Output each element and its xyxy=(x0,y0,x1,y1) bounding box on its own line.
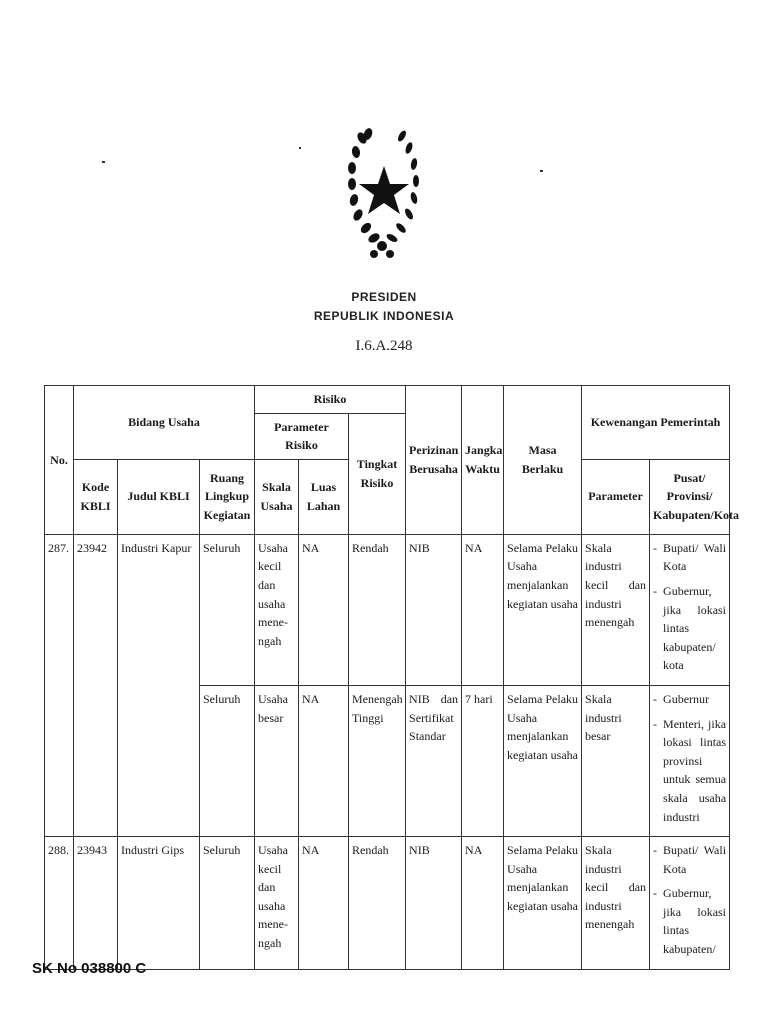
presidential-emblem xyxy=(344,126,424,268)
cell-pusat xyxy=(650,837,730,970)
cell-judul-kbli: Industri Kapur xyxy=(118,534,200,836)
header-kode-kbli: Kode KBLI xyxy=(74,459,118,534)
cell-ruang-lingkup: Seluruh xyxy=(200,837,255,970)
header-tingkat-risiko: Tingkat Risiko xyxy=(349,413,406,534)
table-row xyxy=(45,837,730,970)
cell-tingkat-risiko: Menengah Tinggi xyxy=(349,685,406,836)
cell-masa-berlaku: Selama Pelaku Usaha menjalankan kegiatan usaha xyxy=(504,685,582,836)
document-code: I.6.A.248 xyxy=(355,338,413,354)
header-masa-berlaku: Masa Berlaku xyxy=(504,386,582,535)
header-parameter: Parameter xyxy=(582,459,650,534)
cell-tingkat-risiko: Rendah xyxy=(349,837,406,970)
cell-perizinan: NIB xyxy=(406,837,462,970)
table-row xyxy=(45,534,730,685)
kbli-risk-table xyxy=(44,385,740,970)
cell-luas-lahan: NA xyxy=(299,534,349,685)
cell-luas-lahan: NA xyxy=(299,685,349,836)
header-parameter-risiko: Parameter Risiko xyxy=(255,413,349,459)
header-skala-usaha: Skala Usaha xyxy=(255,459,299,534)
cell-perizinan: NIB xyxy=(406,534,462,685)
header-bidang-usaha: Bidang Usaha xyxy=(74,386,255,460)
cell-no: 287. xyxy=(45,534,74,836)
scan-speck xyxy=(540,170,543,172)
cell-tingkat-risiko: Rendah xyxy=(349,534,406,685)
authority-item: - Menteri, jika lokasi lintas provinsi untuk semua skala usaha industri xyxy=(653,715,726,827)
cell-parameter: Skala industri kecil dan industri menengah xyxy=(582,534,650,685)
header-jangka-waktu: Jangka Waktu xyxy=(462,386,504,535)
cell-parameter: Skala industri kecil dan industri menengah xyxy=(582,837,650,970)
cell-kode-kbli: 23942 xyxy=(74,534,118,836)
header-kewenangan: Kewenangan Pemerintah xyxy=(582,386,730,460)
cell-kode-kbli: 23943 xyxy=(74,837,118,970)
scan-speck xyxy=(102,161,105,163)
cell-judul-kbli: Industri Gips xyxy=(118,837,200,970)
cell-ruang-lingkup: Seluruh xyxy=(200,534,255,685)
cell-skala-usaha: Usaha kecil dan usaha mene-ngah xyxy=(255,534,299,685)
cell-luas-lahan: NA xyxy=(299,837,349,970)
header-no: No. xyxy=(45,386,74,535)
cell-masa-berlaku: Selama Pelaku Usaha menjalankan kegiatan usaha xyxy=(504,534,582,685)
authority-item: - Bupati/ Wali Kota xyxy=(653,539,726,576)
header-pusat: Pusat/ Provinsi/ Kabupaten/Kota xyxy=(650,459,730,534)
scan-speck xyxy=(299,147,301,149)
cell-ruang-lingkup: Seluruh xyxy=(200,685,255,836)
authority-item: - Gubernur, jika lokasi lintas kabupaten/ kota xyxy=(653,582,726,675)
cell-skala-usaha: Usaha besar xyxy=(255,685,299,836)
sk-number: SK No 038800 C xyxy=(32,960,147,977)
cell-jangka-waktu: NA xyxy=(462,534,504,685)
cell-perizinan: NIB dan Sertifikat Standar xyxy=(406,685,462,836)
header-luas-lahan: Luas Lahan xyxy=(299,459,349,534)
header-presiden: PRESIDEN xyxy=(351,290,417,304)
header-judul-kbli: Judul KBLI xyxy=(118,459,200,534)
cell-pusat xyxy=(650,685,730,836)
cell-parameter: Skala industri besar xyxy=(582,685,650,836)
header-perizinan: Perizinan Berusaha xyxy=(406,386,462,535)
cell-masa-berlaku: Selama Pelaku Usaha menjalankan kegiatan usaha xyxy=(504,837,582,970)
cell-pusat xyxy=(650,534,730,685)
cell-no: 288. xyxy=(45,837,74,970)
header-risiko: Risiko xyxy=(255,386,406,414)
header-republik: REPUBLIK INDONESIA xyxy=(313,309,455,323)
authority-item: - Gubernur xyxy=(653,690,726,709)
authority-item: - Gubernur, jika lokasi lintas kabupaten/ xyxy=(653,884,726,958)
authority-item: - Bupati/ Wali Kota xyxy=(653,841,726,878)
header-ruang-lingkup: Ruang Lingkup Kegiatan xyxy=(200,459,255,534)
cell-jangka-waktu: 7 hari xyxy=(462,685,504,836)
cell-skala-usaha: Usaha kecil dan usaha mene-ngah xyxy=(255,837,299,970)
cell-jangka-waktu: NA xyxy=(462,837,504,970)
